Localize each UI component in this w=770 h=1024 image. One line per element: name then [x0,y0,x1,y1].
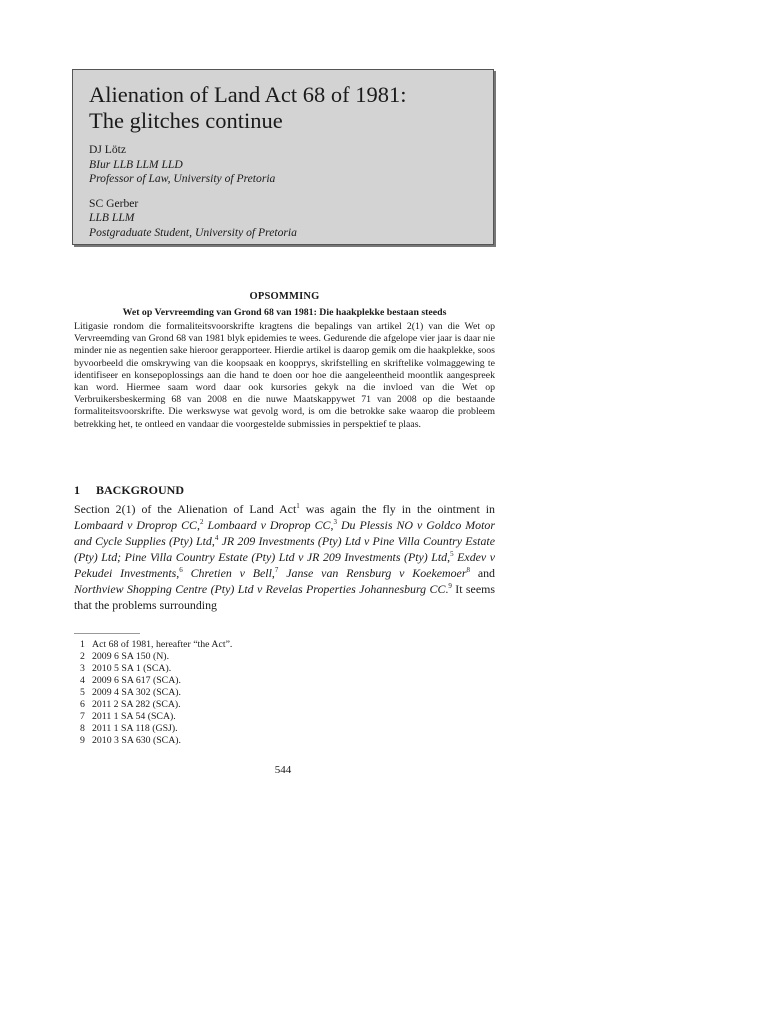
footnote-ref[interactable]: 5 [450,550,454,559]
footnote-number: 8 [80,723,85,734]
summary-section [74,290,495,431]
footnote-number: 9 [80,735,85,746]
footnote-text: 2009 6 SA 617 (SCA). [92,675,181,686]
section-heading [74,482,495,498]
footnote [80,723,380,735]
paragraph-outro: It seems that the problems surrounding [74,582,495,612]
footnote-number: 7 [80,711,85,722]
case-name: Chretien v Bell [190,566,272,580]
article-title [89,82,477,134]
case-name: Lombaard v Droprop CC [74,518,197,532]
paragraph-intro: Section 2(1) of the Alienation of Land Act [74,502,297,516]
footnote [80,687,380,699]
case-name: Lombaard v Droprop CC [207,518,331,532]
footnote-ref[interactable]: 3 [333,518,337,527]
author-2 [89,197,477,241]
author-degrees: LLB LLM [89,211,135,224]
footnote-text: 2011 1 SA 118 (GSJ). [92,723,178,734]
author-degrees: BIur LLB LLM LLD [89,157,183,171]
title-line-1: Alienation of Land Act 68 of 1981: [89,82,407,107]
footnote-text: 2010 3 SA 630 (SCA). [92,735,181,746]
footnote-ref[interactable]: 7 [274,566,279,575]
footnote [80,675,380,687]
footnote-number: 3 [80,663,85,674]
author-position: Professor of Law, University of Pretoria [89,172,276,185]
footnote [80,711,380,723]
footnote-text: 2011 2 SA 282 (SCA). [92,699,181,710]
footnote [80,735,380,747]
footnote-text: 2011 1 SA 54 (SCA). [92,711,176,722]
footnote-ref[interactable]: 4 [214,534,219,543]
case-name: JR 209 Investments (Pty) Ltd v Pine Villa Country Estate (Pty) Ltd; Pine Villa Country Estate (Pty) Ltd v JR 209 Investments (Pty) Ltd [74,534,496,564]
footnote-ref[interactable]: 2 [199,518,204,527]
footnote-divider [74,633,140,634]
summary-heading: OPSOMMING [249,291,320,302]
footnote-number: 5 [80,687,85,698]
and-word: and [469,566,495,580]
footnote [80,663,380,675]
footnote-number: 2 [80,651,85,662]
page-number: 544 [274,764,292,776]
footnote-ref[interactable]: 6 [179,566,183,575]
section-number: 1 [74,483,80,497]
footnote-number: 6 [80,699,85,710]
case-name: Janse van Rensburg v Koekemoer [286,566,467,580]
author-position: Postgraduate Student, University of Pretoria [89,225,297,239]
footnote [80,639,380,651]
summary-text: Litigasie rondom die formaliteitsvoorskrifte kragtens die bepalings van artikel 2(1) van die Wet op Vervreemding van Grond 68 van 1981 blyk epidemies te wees. Gedurende die afgelope vier jaar is daar nie minder nie as negentien sake hieroor gerapporteer. Hierdie artikel is daarop gemik om die haakplekke, soos byvoorbeeld die omskrywing van die koopsaak en koopprys, skrifstelling en skriftelike volmaggewing te identifiseer en konsepoplossings aan die hand te doen oor hoe die aangeleentheid moontlik aangespreek kan word. Hiermee saam word daar ook kursories gekyk na die invloed van die Wet op Verbruikersbeskerming 68 van 2008 en die nuwe Maatskappywet 71 van 2008 op die bestaande formaliteitsvoorskrifte. Die werkswyse wat gevolg word, is om die betrokke sake waarop die probleem betrekking het, te ontleed en vandaar die voorgestelde submissies in perspektief te plaas. [74,321,495,430]
background-section [74,482,495,613]
case-name: Northview Shopping Centre (Pty) Ltd v Revelas Properties Johannesburg CC [74,582,446,596]
footnote-text: Act 68 of 1981, hereafter “the Act”. [92,639,233,650]
title-line-2: The glitches continue [89,108,283,133]
author-1 [89,143,477,187]
paragraph-intro-tail: was again the fly in the ointment in [299,502,495,516]
case-name: Exdev v Pekudei Investments [74,550,495,580]
footnote-ref[interactable]: 8 [466,566,470,575]
footnote [80,699,380,711]
footnote-number: 4 [80,675,85,686]
footnote [80,651,380,663]
footnote-text: 2009 6 SA 150 (N). [92,651,170,662]
footnote-text: 2009 4 SA 302 (SCA). [92,687,181,698]
footnote-number: 1 [80,639,85,650]
footnote-ref[interactable]: 9 [448,582,452,591]
section-paragraph: Section 2(1) of the Alienation of Land Act$^1$ was again the fly in the ointment in Lombaard v Droprop CC,$^2$ Lombaard v Droprop CC,$^3$ Du Plessis NO v Goldco Motor and Cycle Supplies (Pty) Ltd,$^4$ JR 209 Investments (Pty) Ltd v Pine Villa Country Estate (Pty) Ltd; Pine Villa Country Estate (Pty) Ltd v JR 209 Investments (Pty) Ltd,$^5$ Exdev v Pekudei Investments,$^6$ Chretien v Bell,$^7$ Janse van Rensburg v Koekemoer$^8$ and Northview Shopping Centre (Pty) Ltd v Revelas Properties Johannesburg CC.$^9$ It seems that the problems surrounding [74,502,496,612]
footnote-ref[interactable]: 1 [296,502,300,511]
article-title-box [72,69,494,245]
section-title: BACKGROUND [96,483,185,497]
footnote-text: 2010 5 SA 1 (SCA). [92,663,172,674]
author-name: SC Gerber [89,196,139,210]
footnotes-list [80,639,380,747]
summary-subheading: Wet op Vervreemding van Grond 68 van 1981: Die haakplekke bestaan steeds [122,307,447,318]
case-name: Du Plessis NO v Goldco Motor and Cycle Supplies (Pty) Ltd [74,518,495,548]
author-name: DJ Lötz [89,143,127,156]
